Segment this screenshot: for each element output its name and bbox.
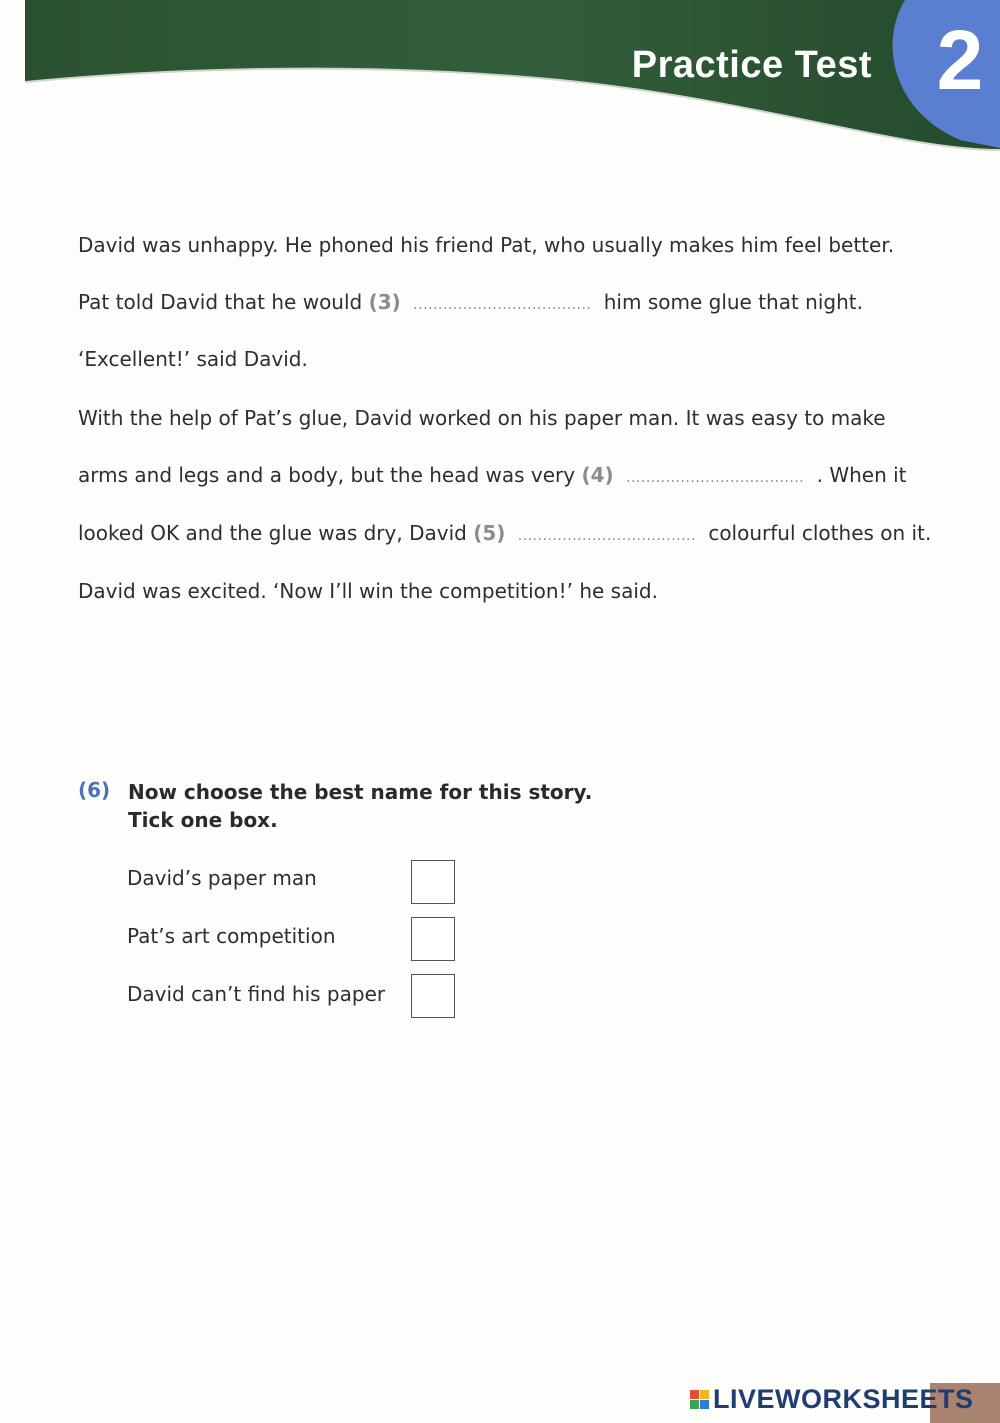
liveworksheets-logo-icon [690,1390,709,1409]
option-label: David’s paper man [127,866,317,890]
story-text-fragment: Pat told David that he would [78,290,363,314]
option-label: Pat’s art competition [127,924,336,948]
liveworksheets-logo [690,1382,974,1416]
logo-text: LIVEWORKSHEETS [713,1383,974,1414]
question-instruction: Now choose the best name for this story. [128,780,593,804]
test-number-badge: 2 [936,13,984,107]
story-line: ‘Excellent!’ said David. [78,347,308,371]
answer-blank-4[interactable]: .................................... [626,470,805,486]
answer-blank-3[interactable]: .................................... [413,297,592,313]
story-line: David was excited. ‘Now I’ll win the competition!’ he said. [78,579,658,603]
question-number-6: (6) [78,778,111,802]
tick-box-option-2[interactable] [411,917,455,961]
story-line [78,521,931,545]
header-banner [0,0,1000,160]
question-number-3: (3) [368,290,401,314]
tick-box-option-1[interactable] [411,860,455,904]
option-label: David can’t find his paper [127,982,386,1006]
question-number-4: (4) [581,463,614,487]
answer-blank-5[interactable]: .................................... [517,528,696,544]
question-number-5: (5) [473,521,506,545]
tick-box-option-3[interactable] [411,974,455,1018]
question-6-prompt [128,778,592,834]
story-text-fragment: looked OK and the glue was dry, David [78,521,467,545]
story-text-fragment: him some glue that night. [603,290,863,314]
story-text-fragment: arms and legs and a body, but the head was very [78,463,576,487]
story-text-fragment: . When it [816,463,907,487]
story-line: David was unhappy. He phoned his friend Pat, who usually makes him feel better. [78,233,895,257]
story-line [78,463,907,487]
story-line: With the help of Pat’s glue, David worked on his paper man. It was easy to make [78,406,886,430]
story-line [78,290,863,314]
story-text-fragment: colourful clothes on it. [708,521,932,545]
page-title: Practice Test [631,44,872,86]
question-sub-instruction: Tick one box. [128,808,278,832]
